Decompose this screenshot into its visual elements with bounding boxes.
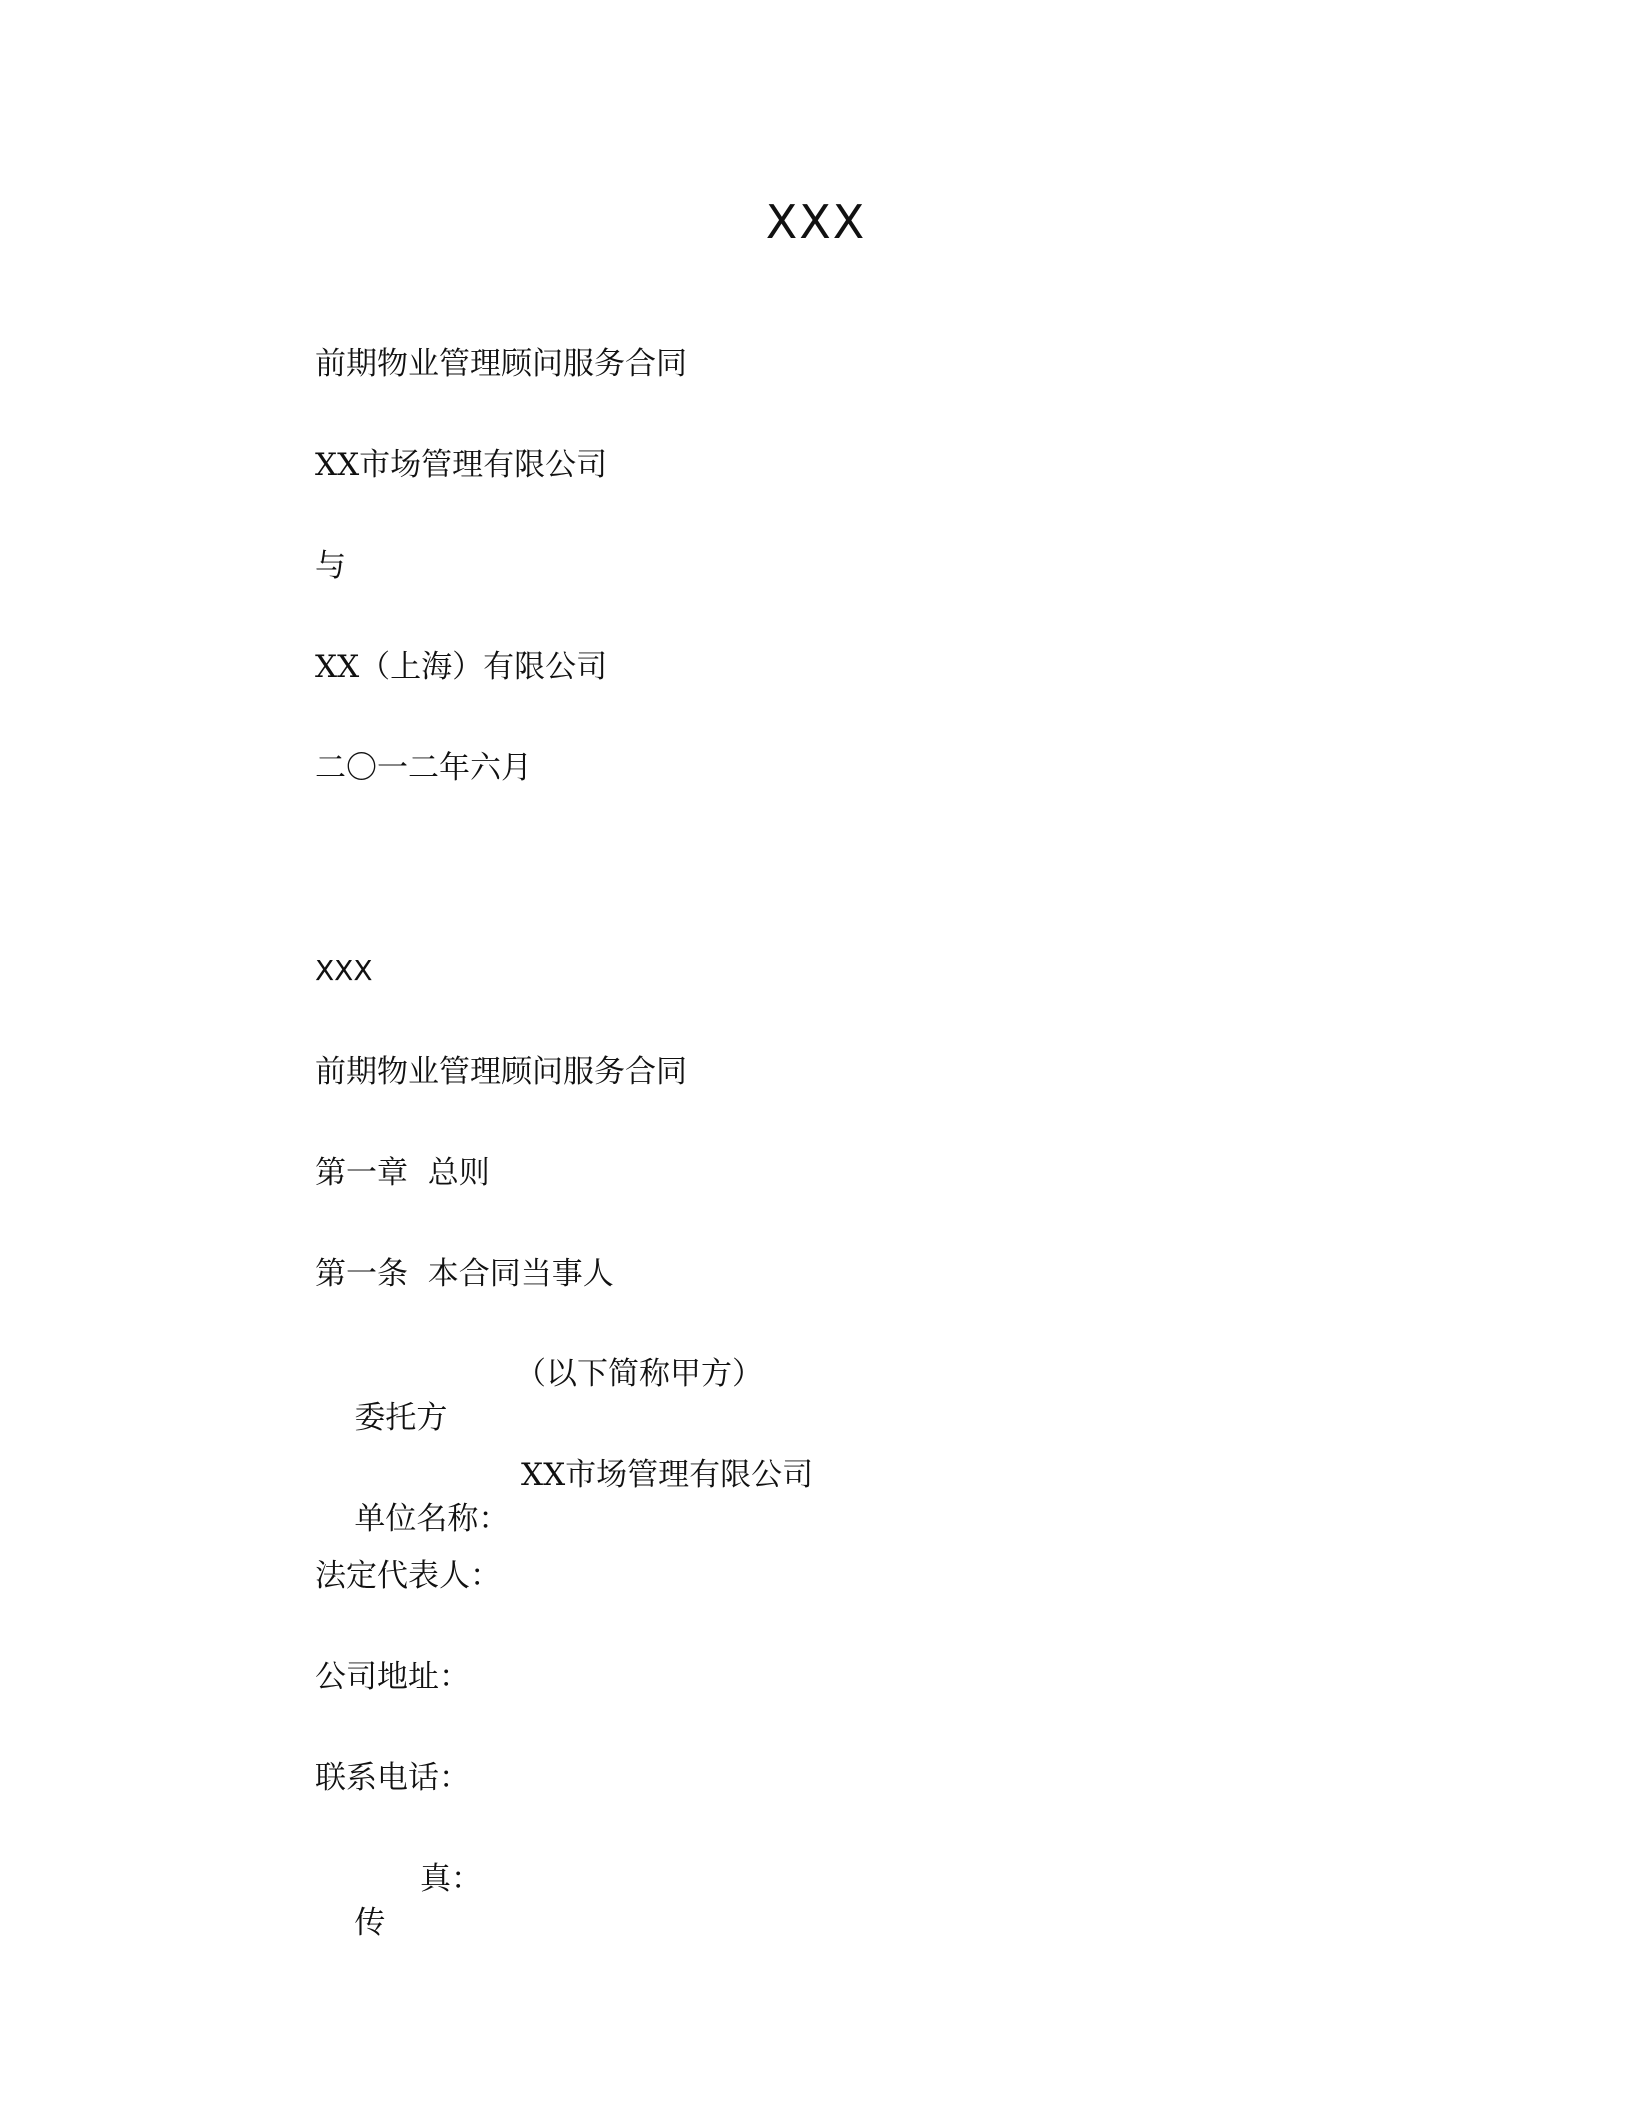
client-note: （以下简称甲方） bbox=[515, 1356, 763, 1392]
cover-party-a: XX市场管理有限公司 bbox=[315, 447, 608, 483]
cover-party-b: XX（上海）有限公司 bbox=[315, 649, 608, 685]
client-label: 委托方 bbox=[354, 1400, 448, 1436]
chapter-heading: 第一章 总则 bbox=[315, 1155, 490, 1191]
legal-rep-label: 法定代表人： bbox=[315, 1558, 501, 1594]
fax-row bbox=[315, 1857, 482, 2033]
cover-contract-name: 前期物业管理顾问服务合同 bbox=[315, 346, 687, 382]
phone-label: 联系电话： bbox=[315, 1760, 470, 1796]
body-contract-name: 前期物业管理顾问服务合同 bbox=[315, 1054, 687, 1090]
cover-and: 与 bbox=[315, 548, 346, 584]
cover-date: 二〇一二年六月 bbox=[315, 750, 532, 786]
document-title: XXX bbox=[765, 195, 867, 249]
fax-label-first: 传 bbox=[354, 1905, 386, 1941]
unit-name-row bbox=[315, 1453, 814, 1629]
address-label: 公司地址： bbox=[315, 1659, 470, 1695]
article-heading: 第一条 本合同当事人 bbox=[315, 1256, 614, 1292]
body-company-short: XXX bbox=[315, 954, 373, 987]
unit-name-value: XX市场管理有限公司 bbox=[521, 1457, 814, 1493]
fax-label-second: 真： bbox=[420, 1861, 482, 1897]
unit-name-label: 单位名称： bbox=[354, 1501, 510, 1537]
